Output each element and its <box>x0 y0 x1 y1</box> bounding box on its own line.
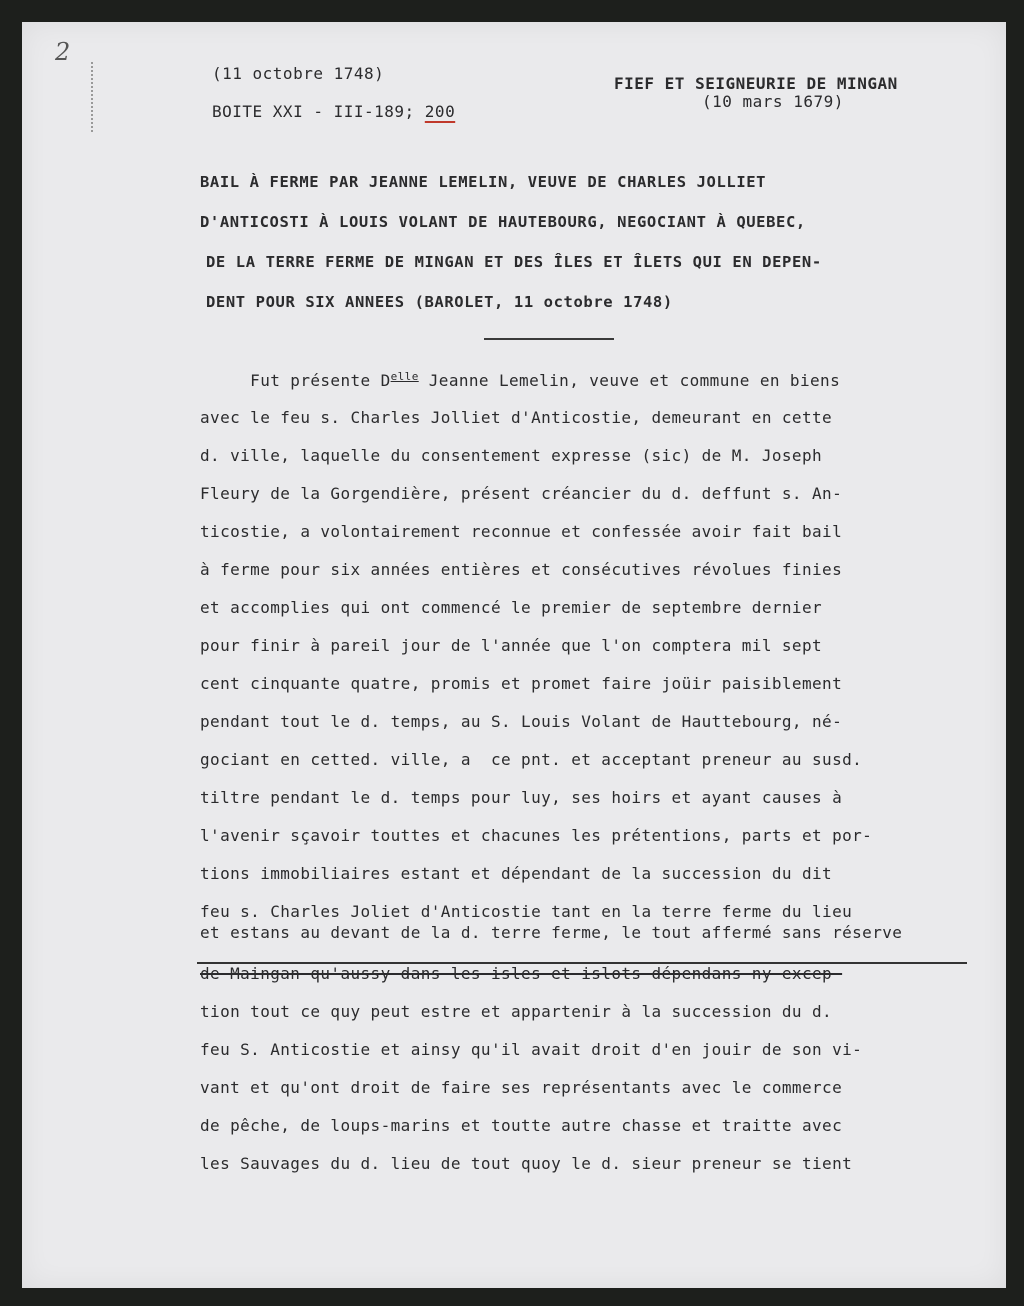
body-line: tions immobiliaires estant et dépendant de la succession du dit <box>200 864 833 883</box>
body-line: pour finir à pareil jour de l'année que l'on comptera mil sept <box>200 636 823 655</box>
margin-marks <box>91 62 95 132</box>
body-line: feu S. Anticostie et ainsy qu'il avait droit d'en jouir de son vi- <box>200 1040 863 1059</box>
first-line-prefix: Fut présente D <box>200 371 391 390</box>
superscript: elle <box>390 370 419 383</box>
title-divider <box>484 338 614 340</box>
document-page <box>22 22 1006 1288</box>
document-title <box>200 162 980 322</box>
body-line: de pêche, de loups-marins et toutte autre chasse et traitte avec <box>200 1116 843 1135</box>
body-line: les Sauvages du d. lieu de tout quoy le d. sieur preneur se tient <box>200 1154 853 1173</box>
body-line: cent cinquante quatre, promis et promet faire joüir paisiblement <box>200 674 843 693</box>
first-line-rest: Jeanne Lemelin, veuve et commune en biens <box>418 371 841 390</box>
body-line: et accomplies qui ont commencé le premier de septembre dernier <box>200 598 823 617</box>
body-line: pendant tout le d. temps, au S. Louis Volant de Hauttebourg, né- <box>200 712 843 731</box>
body-line-first <box>200 370 840 390</box>
title-line: DENT POUR SIX ANNEES (BAROLET, 11 octobre 1748) <box>206 293 673 311</box>
struck-line: de Maingan qu'aussy dans les isles et islots dépendans ny excep- <box>200 964 843 983</box>
fief-date: (10 mars 1679) <box>702 92 844 111</box>
body-line: ticostie, a volontairement reconnue et confessée avoir fait bail <box>200 522 843 541</box>
body-line: vant et qu'ont droit de faire ses représentants avec le commerce <box>200 1078 843 1097</box>
body-line: tion tout ce quy peut estre et appartenir à la succession du d. <box>200 1002 833 1021</box>
body-line: d. ville, laquelle du consentement expresse (sic) de M. Joseph <box>200 446 823 465</box>
box-prefix: BOITE XXI - III-189; <box>212 102 425 121</box>
body-line: à ferme pour six années entières et consécutives révolues finies <box>200 560 843 579</box>
body-line: feu s. Charles Joliet d'Anticostie tant en la terre ferme du lieu <box>200 902 853 921</box>
body-line: l'avenir sçavoir touttes et chacunes les prétentions, parts et por- <box>200 826 873 845</box>
header-box-reference <box>212 102 455 121</box>
title-line: BAIL À FERME PAR JEANNE LEMELIN, VEUVE DE CHARLES JOLLIET <box>200 173 767 191</box>
body-line: tiltre pendant le d. temps pour luy, ses hoirs et ayant causes à <box>200 788 843 807</box>
header-date: (11 octobre 1748) <box>212 64 385 83</box>
body-line: avec le feu s. Charles Jolliet d'Anticostie, demeurant en cette <box>200 408 833 427</box>
title-line: D'ANTICOSTI À LOUIS VOLANT DE HAUTEBOURG, NEGOCIANT À QUEBEC, <box>200 213 806 231</box>
body-line: gociant en cetted. ville, a ce pnt. et acceptant preneur au susd. <box>200 750 863 769</box>
page-number: 2 <box>55 38 71 66</box>
box-number: 200 <box>424 102 456 121</box>
title-line: DE LA TERRE FERME DE MINGAN ET DES ÎLES ET ÎLETS QUI EN DEPEN- <box>206 253 822 271</box>
fief-title: FIEF ET SEIGNEURIE DE MINGAN <box>614 74 898 93</box>
inserted-correction-line: et estans au devant de la d. terre ferme, le tout affermé sans réserve <box>200 923 903 942</box>
body-line: Fleury de la Gorgendière, présent créancier du d. deffunt s. An- <box>200 484 843 503</box>
